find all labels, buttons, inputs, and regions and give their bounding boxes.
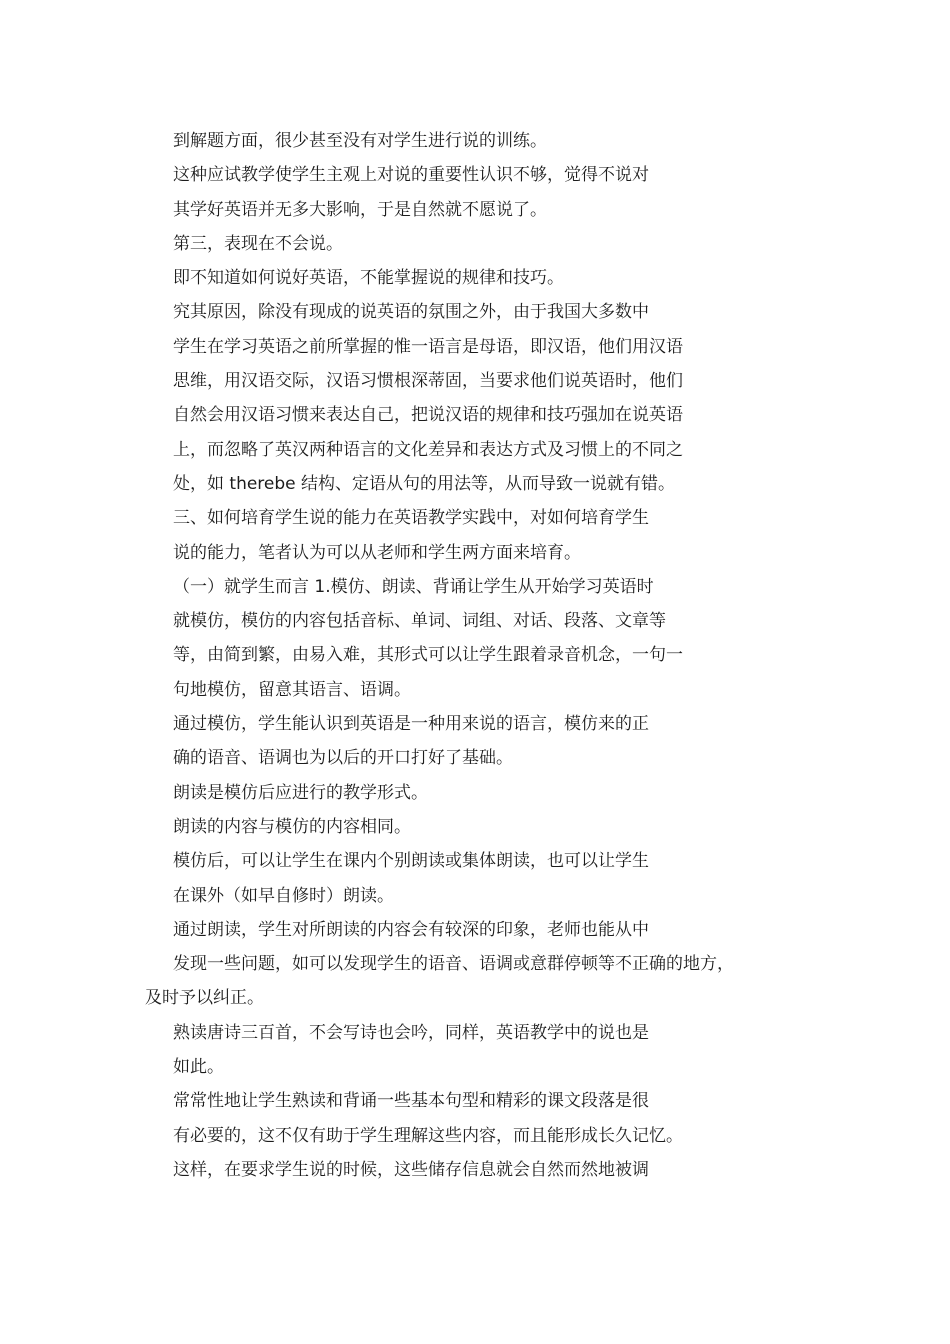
text-line: 确的语音、语调也为以后的开口打好了基础。 [173, 748, 513, 769]
text-line: 等，由简到繁，由易入难，其形式可以让学生跟着录音机念，一句一 [173, 645, 683, 666]
text-line: 其学好英语并无多大影响，于是自然就不愿说了。 [173, 199, 547, 220]
text-line: 自然会用汉语习惯来表达自己，把说汉语的规律和技巧强加在说英语 [173, 405, 683, 426]
text-line: 句地模仿，留意其语言、语调。 [173, 679, 411, 700]
document-body [0, 124, 950, 1187]
text-line: 熟读唐诗三百首，不会写诗也会吟，同样，英语教学中的说也是 [173, 1022, 649, 1043]
text-line: 上，而忽略了英汉两种语言的文化差异和表达方式及习惯上的不同之 [173, 439, 683, 460]
text-line: 这种应试教学使学生主观上对说的重要性认识不够，觉得不说对 [173, 165, 649, 186]
text-line: 即不知道如何说好英语，不能掌握说的规律和技巧。 [173, 268, 564, 289]
text-line: 发现一些问题，如可以发现学生的语音、语调或意群停顿等不正确的地方， [173, 954, 734, 975]
text-line: 到解题方面，很少甚至没有对学生进行说的训练。 [173, 131, 547, 151]
text-line: 常常性地让学生熟读和背诵一些基本句型和精彩的课文段落是很 [173, 1091, 649, 1112]
text-line: 就模仿，模仿的内容包括音标、单词、词组、对话、段落、文章等 [173, 611, 666, 632]
text-line: 如此。 [173, 1057, 224, 1078]
text-line: 三、如何培育学生说的能力在英语教学实践中，对如何培育学生 [173, 508, 649, 529]
text-line: 通过朗读，学生对所朗读的内容会有较深的印象，老师也能从中 [173, 919, 649, 940]
text-line: 朗读是模仿后应进行的教学形式。 [173, 782, 428, 803]
text-line: （一）就学生而言 1.模仿、朗读、背诵让学生从开始学习英语时 [173, 576, 654, 597]
text-line: 第三，表现在不会说。 [173, 233, 343, 254]
text-line: 究其原因，除没有现成的说英语的氛围之外，由于我国大多数中 [173, 302, 649, 323]
text-line: 说的能力，笔者认为可以从老师和学生两方面来培育。 [173, 542, 581, 563]
text-line: 这样，在要求学生说的时候，这些储存信息就会自然而然地被调 [173, 1159, 649, 1180]
text-line: 在课外（如早自修时）朗读。 [173, 885, 394, 906]
text-line: 处，如 therebe 结构、定语从句的用法等，从而导致一说就有错。 [173, 473, 676, 494]
text-line: 通过模仿，学生能认识到英语是一种用来说的语言，模仿来的正 [173, 714, 649, 735]
text-line: 思维，用汉语交际，汉语习惯根深蒂固，当要求他们说英语时，他们 [173, 371, 683, 392]
text-line: 学生在学习英语之前所掌握的惟一语言是母语，即汉语，他们用汉语 [173, 336, 683, 357]
text-line: 模仿后，可以让学生在课内个别朗读或集体朗读，也可以让学生 [173, 851, 649, 872]
text-line: 有必要的，这不仅有助于学生理解这些内容，而且能形成长久记忆。 [173, 1125, 683, 1146]
text-line: 及时予以纠正。 [145, 988, 264, 1009]
text-line: 朗读的内容与模仿的内容相同。 [173, 816, 411, 837]
